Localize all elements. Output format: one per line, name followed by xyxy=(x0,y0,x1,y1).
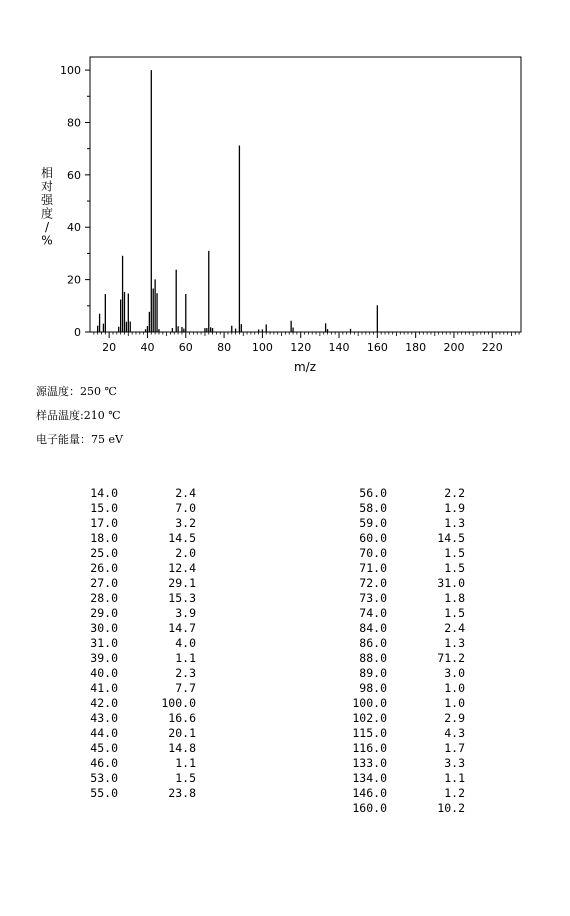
x-tick-label: 120 xyxy=(290,341,312,354)
intensity-value: 2.4 xyxy=(175,486,196,500)
x-tick-label: 100 xyxy=(251,341,273,354)
mz-value: 86.0 xyxy=(359,636,387,650)
mz-value: 53.0 xyxy=(90,771,118,785)
mass-spectrum-chart xyxy=(0,0,570,380)
table-row xyxy=(58,621,196,636)
table-row xyxy=(58,531,196,546)
intensity-value: 2.2 xyxy=(444,486,465,500)
table-row xyxy=(58,486,196,501)
intensity-value: 23.8 xyxy=(168,786,196,800)
intensity-value: 1.9 xyxy=(444,501,465,515)
table-row xyxy=(58,501,196,516)
intensity-value: 2.0 xyxy=(175,546,196,560)
intensity-value: 3.2 xyxy=(175,516,196,530)
intensity-value: 1.7 xyxy=(444,741,465,755)
mz-value: 89.0 xyxy=(359,666,387,680)
intensity-value: 2.4 xyxy=(444,621,465,635)
table-row xyxy=(327,501,465,516)
mz-value: 41.0 xyxy=(90,681,118,695)
mz-value: 59.0 xyxy=(359,516,387,530)
mz-value: 116.0 xyxy=(352,741,387,755)
intensity-value: 1.5 xyxy=(175,771,196,785)
table-row xyxy=(58,786,196,801)
mz-value: 73.0 xyxy=(359,591,387,605)
intensity-value: 29.1 xyxy=(168,576,196,590)
mz-value: 74.0 xyxy=(359,606,387,620)
table-row xyxy=(327,636,465,651)
mz-value: 160.0 xyxy=(352,801,387,815)
mz-value: 58.0 xyxy=(359,501,387,515)
intensity-value: 1.1 xyxy=(175,651,196,665)
mz-value: 15.0 xyxy=(90,501,118,515)
intensity-value: 4.3 xyxy=(444,726,465,740)
table-row xyxy=(58,726,196,741)
table-row xyxy=(58,606,196,621)
intensity-value: 2.9 xyxy=(444,711,465,725)
intensity-value: 3.0 xyxy=(444,666,465,680)
table-row xyxy=(327,621,465,636)
mz-value: 102.0 xyxy=(352,711,387,725)
mz-value: 40.0 xyxy=(90,666,118,680)
intensity-value: 14.5 xyxy=(437,531,465,545)
table-row xyxy=(327,666,465,681)
mz-value: 133.0 xyxy=(352,756,387,770)
intensity-value: 15.3 xyxy=(168,591,196,605)
x-tick-label: 200 xyxy=(443,341,465,354)
mz-value: 100.0 xyxy=(352,696,387,710)
intensity-value: 1.0 xyxy=(444,681,465,695)
y-tick-label: 20 xyxy=(67,273,81,287)
mz-value: 146.0 xyxy=(352,786,387,800)
peak-bars xyxy=(98,70,378,332)
mz-value: 56.0 xyxy=(359,486,387,500)
intensity-value: 3.3 xyxy=(444,756,465,770)
intensity-value: 100.0 xyxy=(161,696,196,710)
mz-value: 46.0 xyxy=(90,756,118,770)
intensity-value: 7.7 xyxy=(175,681,196,695)
intensity-value: 1.3 xyxy=(444,636,465,650)
mz-value: 134.0 xyxy=(352,771,387,785)
mz-value: 31.0 xyxy=(90,636,118,650)
mz-value: 42.0 xyxy=(90,696,118,710)
mz-value: 84.0 xyxy=(359,621,387,635)
table-row xyxy=(58,666,196,681)
table-row xyxy=(327,516,465,531)
table-row xyxy=(327,486,465,501)
y-tick-label: 60 xyxy=(67,168,81,182)
mz-value: 71.0 xyxy=(359,561,387,575)
table-row xyxy=(327,756,465,771)
table-row xyxy=(327,771,465,786)
mz-value: 45.0 xyxy=(90,741,118,755)
table-row xyxy=(327,801,465,816)
table-row xyxy=(327,741,465,756)
x-tick-label: 160 xyxy=(366,341,388,354)
table-row xyxy=(327,711,465,726)
x-tick-label: 20 xyxy=(102,341,117,354)
mz-value: 60.0 xyxy=(359,531,387,545)
intensity-value: 20.1 xyxy=(168,726,196,740)
y-axis-title xyxy=(41,165,54,248)
intensity-value: 1.5 xyxy=(444,546,465,560)
mz-value: 30.0 xyxy=(90,621,118,635)
table-row xyxy=(58,591,196,606)
x-tick-label: 220 xyxy=(481,341,503,354)
table-row xyxy=(327,576,465,591)
x-tick-label: 40 xyxy=(140,341,155,354)
intensity-value: 14.7 xyxy=(168,621,196,635)
mz-value: 44.0 xyxy=(90,726,118,740)
mz-value: 88.0 xyxy=(359,651,387,665)
table-row xyxy=(58,711,196,726)
mz-value: 17.0 xyxy=(90,516,118,530)
table-row xyxy=(58,636,196,651)
intensity-value: 1.2 xyxy=(444,786,465,800)
mz-value: 39.0 xyxy=(90,651,118,665)
y-tick-label: 40 xyxy=(67,221,81,235)
table-row xyxy=(58,516,196,531)
svg-text:相对强度/%: 相对强度/ % xyxy=(40,166,54,248)
intensity-value: 1.5 xyxy=(444,561,465,575)
x-tick-label: 140 xyxy=(328,341,350,354)
y-axis xyxy=(60,64,90,339)
source-temperature: 源温度：250 ℃ xyxy=(36,385,117,398)
table-row xyxy=(327,546,465,561)
intensity-value: 1.5 xyxy=(444,606,465,620)
x-axis-minor-ticks xyxy=(94,332,519,336)
intensity-value: 1.0 xyxy=(444,696,465,710)
mz-value: 70.0 xyxy=(359,546,387,560)
mz-value: 98.0 xyxy=(359,681,387,695)
table-row xyxy=(327,591,465,606)
intensity-value: 10.2 xyxy=(437,801,465,815)
x-axis xyxy=(102,332,503,354)
table-row xyxy=(327,726,465,741)
table-row xyxy=(58,741,196,756)
intensity-value: 14.5 xyxy=(168,531,196,545)
intensity-value: 71.2 xyxy=(437,651,465,665)
table-row xyxy=(58,681,196,696)
intensity-value: 1.3 xyxy=(444,516,465,530)
y-tick-label: 80 xyxy=(67,116,81,130)
table-row xyxy=(327,606,465,621)
table-row xyxy=(58,546,196,561)
table-row xyxy=(327,561,465,576)
mz-value: 18.0 xyxy=(90,531,118,545)
sample-temperature: 样品温度:210 ℃ xyxy=(36,409,121,422)
intensity-value: 2.3 xyxy=(175,666,196,680)
x-tick-label: 80 xyxy=(217,341,232,354)
table-row xyxy=(58,696,196,711)
mz-value: 55.0 xyxy=(90,786,118,800)
table-row xyxy=(58,651,196,666)
table-row xyxy=(327,786,465,801)
intensity-value: 1.1 xyxy=(444,771,465,785)
table-row xyxy=(327,531,465,546)
mz-value: 115.0 xyxy=(352,726,387,740)
intensity-value: 16.6 xyxy=(168,711,196,725)
table-row xyxy=(58,771,196,786)
mz-value: 28.0 xyxy=(90,591,118,605)
mz-value: 14.0 xyxy=(90,486,118,500)
table-row xyxy=(327,651,465,666)
intensity-value: 1.1 xyxy=(175,756,196,770)
y-tick-label: 0 xyxy=(74,326,81,339)
mz-value: 26.0 xyxy=(90,561,118,575)
peak-table-right xyxy=(327,486,465,816)
intensity-value: 31.0 xyxy=(437,576,465,590)
mz-value: 43.0 xyxy=(90,711,118,725)
mz-value: 27.0 xyxy=(90,576,118,590)
x-tick-label: 180 xyxy=(405,341,427,354)
mz-value: 72.0 xyxy=(359,576,387,590)
table-row xyxy=(327,681,465,696)
electron-energy: 电子能量：75 eV xyxy=(36,433,123,446)
y-tick-label: 100 xyxy=(60,64,81,78)
table-row xyxy=(327,696,465,711)
mz-value: 29.0 xyxy=(90,606,118,620)
intensity-value: 4.0 xyxy=(175,636,196,650)
table-row xyxy=(58,756,196,771)
intensity-value: 3.9 xyxy=(175,606,196,620)
peak-table-left xyxy=(58,486,196,801)
intensity-value: 14.8 xyxy=(168,741,196,755)
intensity-value: 12.4 xyxy=(168,561,196,575)
x-tick-label: 60 xyxy=(178,341,193,354)
mz-value: 25.0 xyxy=(90,546,118,560)
table-row xyxy=(58,576,196,591)
table-row xyxy=(58,561,196,576)
x-axis-title: m/z xyxy=(293,360,317,374)
intensity-value: 7.0 xyxy=(175,501,196,515)
intensity-value: 1.8 xyxy=(444,591,465,605)
